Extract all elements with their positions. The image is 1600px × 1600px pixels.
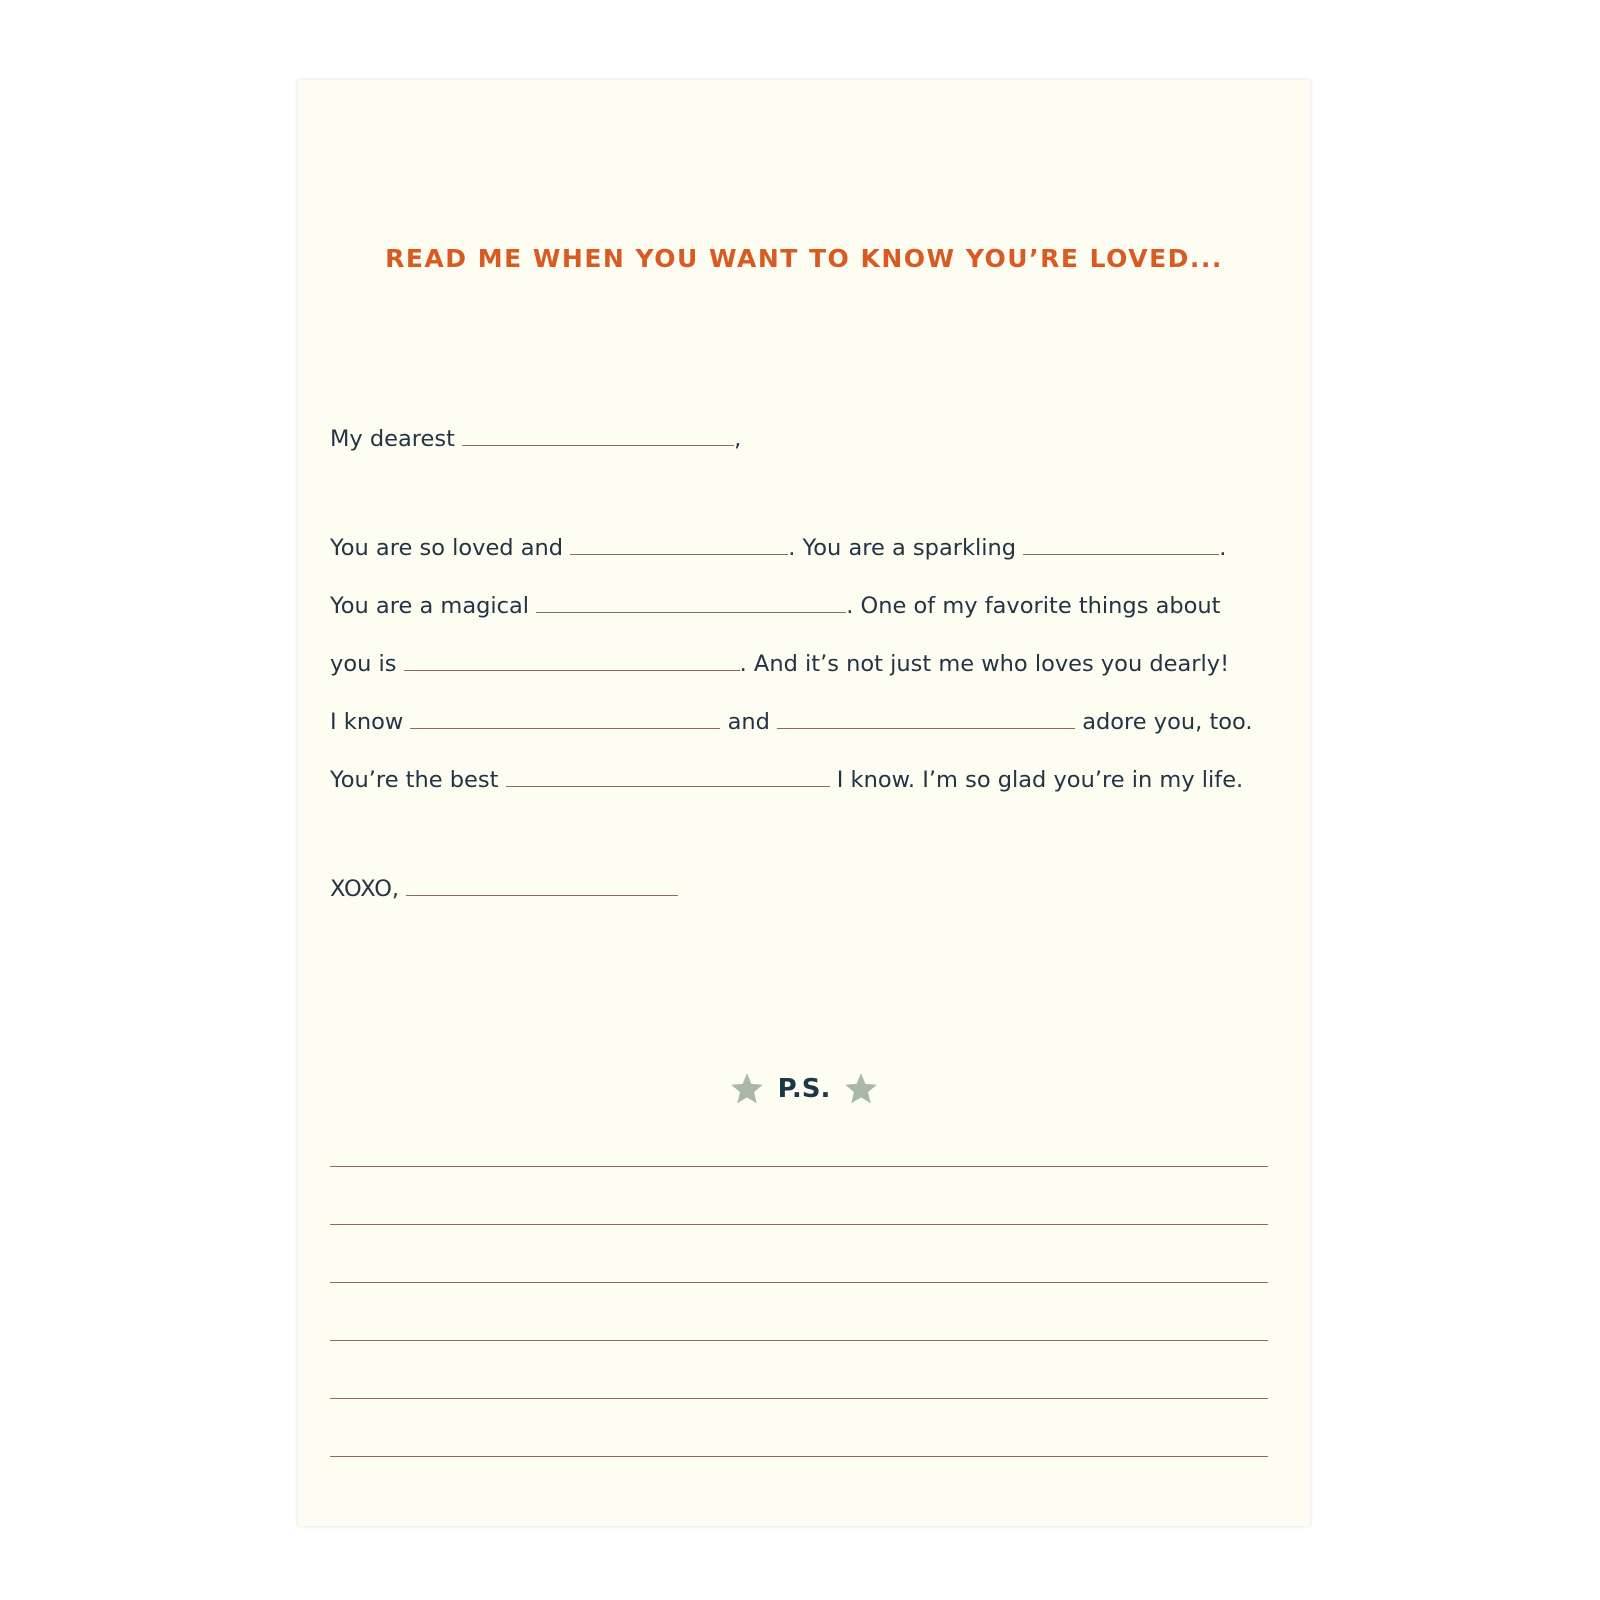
body-text: and [727, 709, 770, 735]
ps-label: P.S. [777, 1073, 831, 1104]
signoff-line [330, 874, 678, 904]
body-line-5 [330, 765, 1243, 795]
signature-blank[interactable] [406, 877, 678, 896]
body-text: . You are a sparkling [788, 535, 1017, 561]
body-text: you is [330, 651, 397, 677]
ps-writing-line[interactable] [330, 1456, 1268, 1457]
recipient-name-blank[interactable] [462, 427, 734, 446]
body-line-4 [330, 707, 1253, 737]
body-text: adore you, too. [1082, 709, 1253, 735]
fill-in-blank[interactable] [1023, 536, 1219, 555]
body-text: You are so loved and [330, 535, 564, 561]
ps-writing-line[interactable] [330, 1282, 1268, 1283]
ps-writing-line[interactable] [330, 1340, 1268, 1341]
greeting-suffix: , [734, 426, 742, 452]
body-text: I know [330, 709, 404, 735]
fill-in-blank[interactable] [777, 710, 1075, 729]
fill-in-blank[interactable] [410, 710, 720, 729]
ps-writing-line[interactable] [330, 1224, 1268, 1225]
card-title: READ ME WHEN YOU WANT TO KNOW YOU’RE LOVED... [385, 244, 1223, 273]
star-icon [729, 1071, 765, 1107]
body-text: You are a magical [330, 593, 530, 619]
fill-in-blank[interactable] [404, 652, 740, 671]
body-line-1 [330, 533, 1226, 563]
greeting-prefix: My dearest [330, 426, 455, 452]
star-icon [843, 1071, 879, 1107]
letter-card [298, 80, 1310, 1526]
body-text: . One of my favorite things about [846, 593, 1221, 619]
fill-in-blank[interactable] [506, 768, 830, 787]
ps-writing-line[interactable] [330, 1398, 1268, 1399]
greeting-line [330, 424, 741, 454]
ps-heading [298, 1068, 1310, 1109]
fill-in-blank[interactable] [536, 594, 846, 613]
body-text: You’re the best [330, 767, 499, 793]
fill-in-blank[interactable] [570, 536, 788, 555]
body-text: . And it’s not just me who loves you dearly! [739, 651, 1230, 677]
body-text: . [1219, 535, 1227, 561]
body-text: I know. I’m so glad you’re in my life. [836, 767, 1244, 793]
body-line-3 [330, 649, 1229, 679]
signoff-label: XOXO, [330, 876, 400, 902]
body-line-2 [330, 591, 1221, 621]
ps-writing-line[interactable] [330, 1166, 1268, 1167]
